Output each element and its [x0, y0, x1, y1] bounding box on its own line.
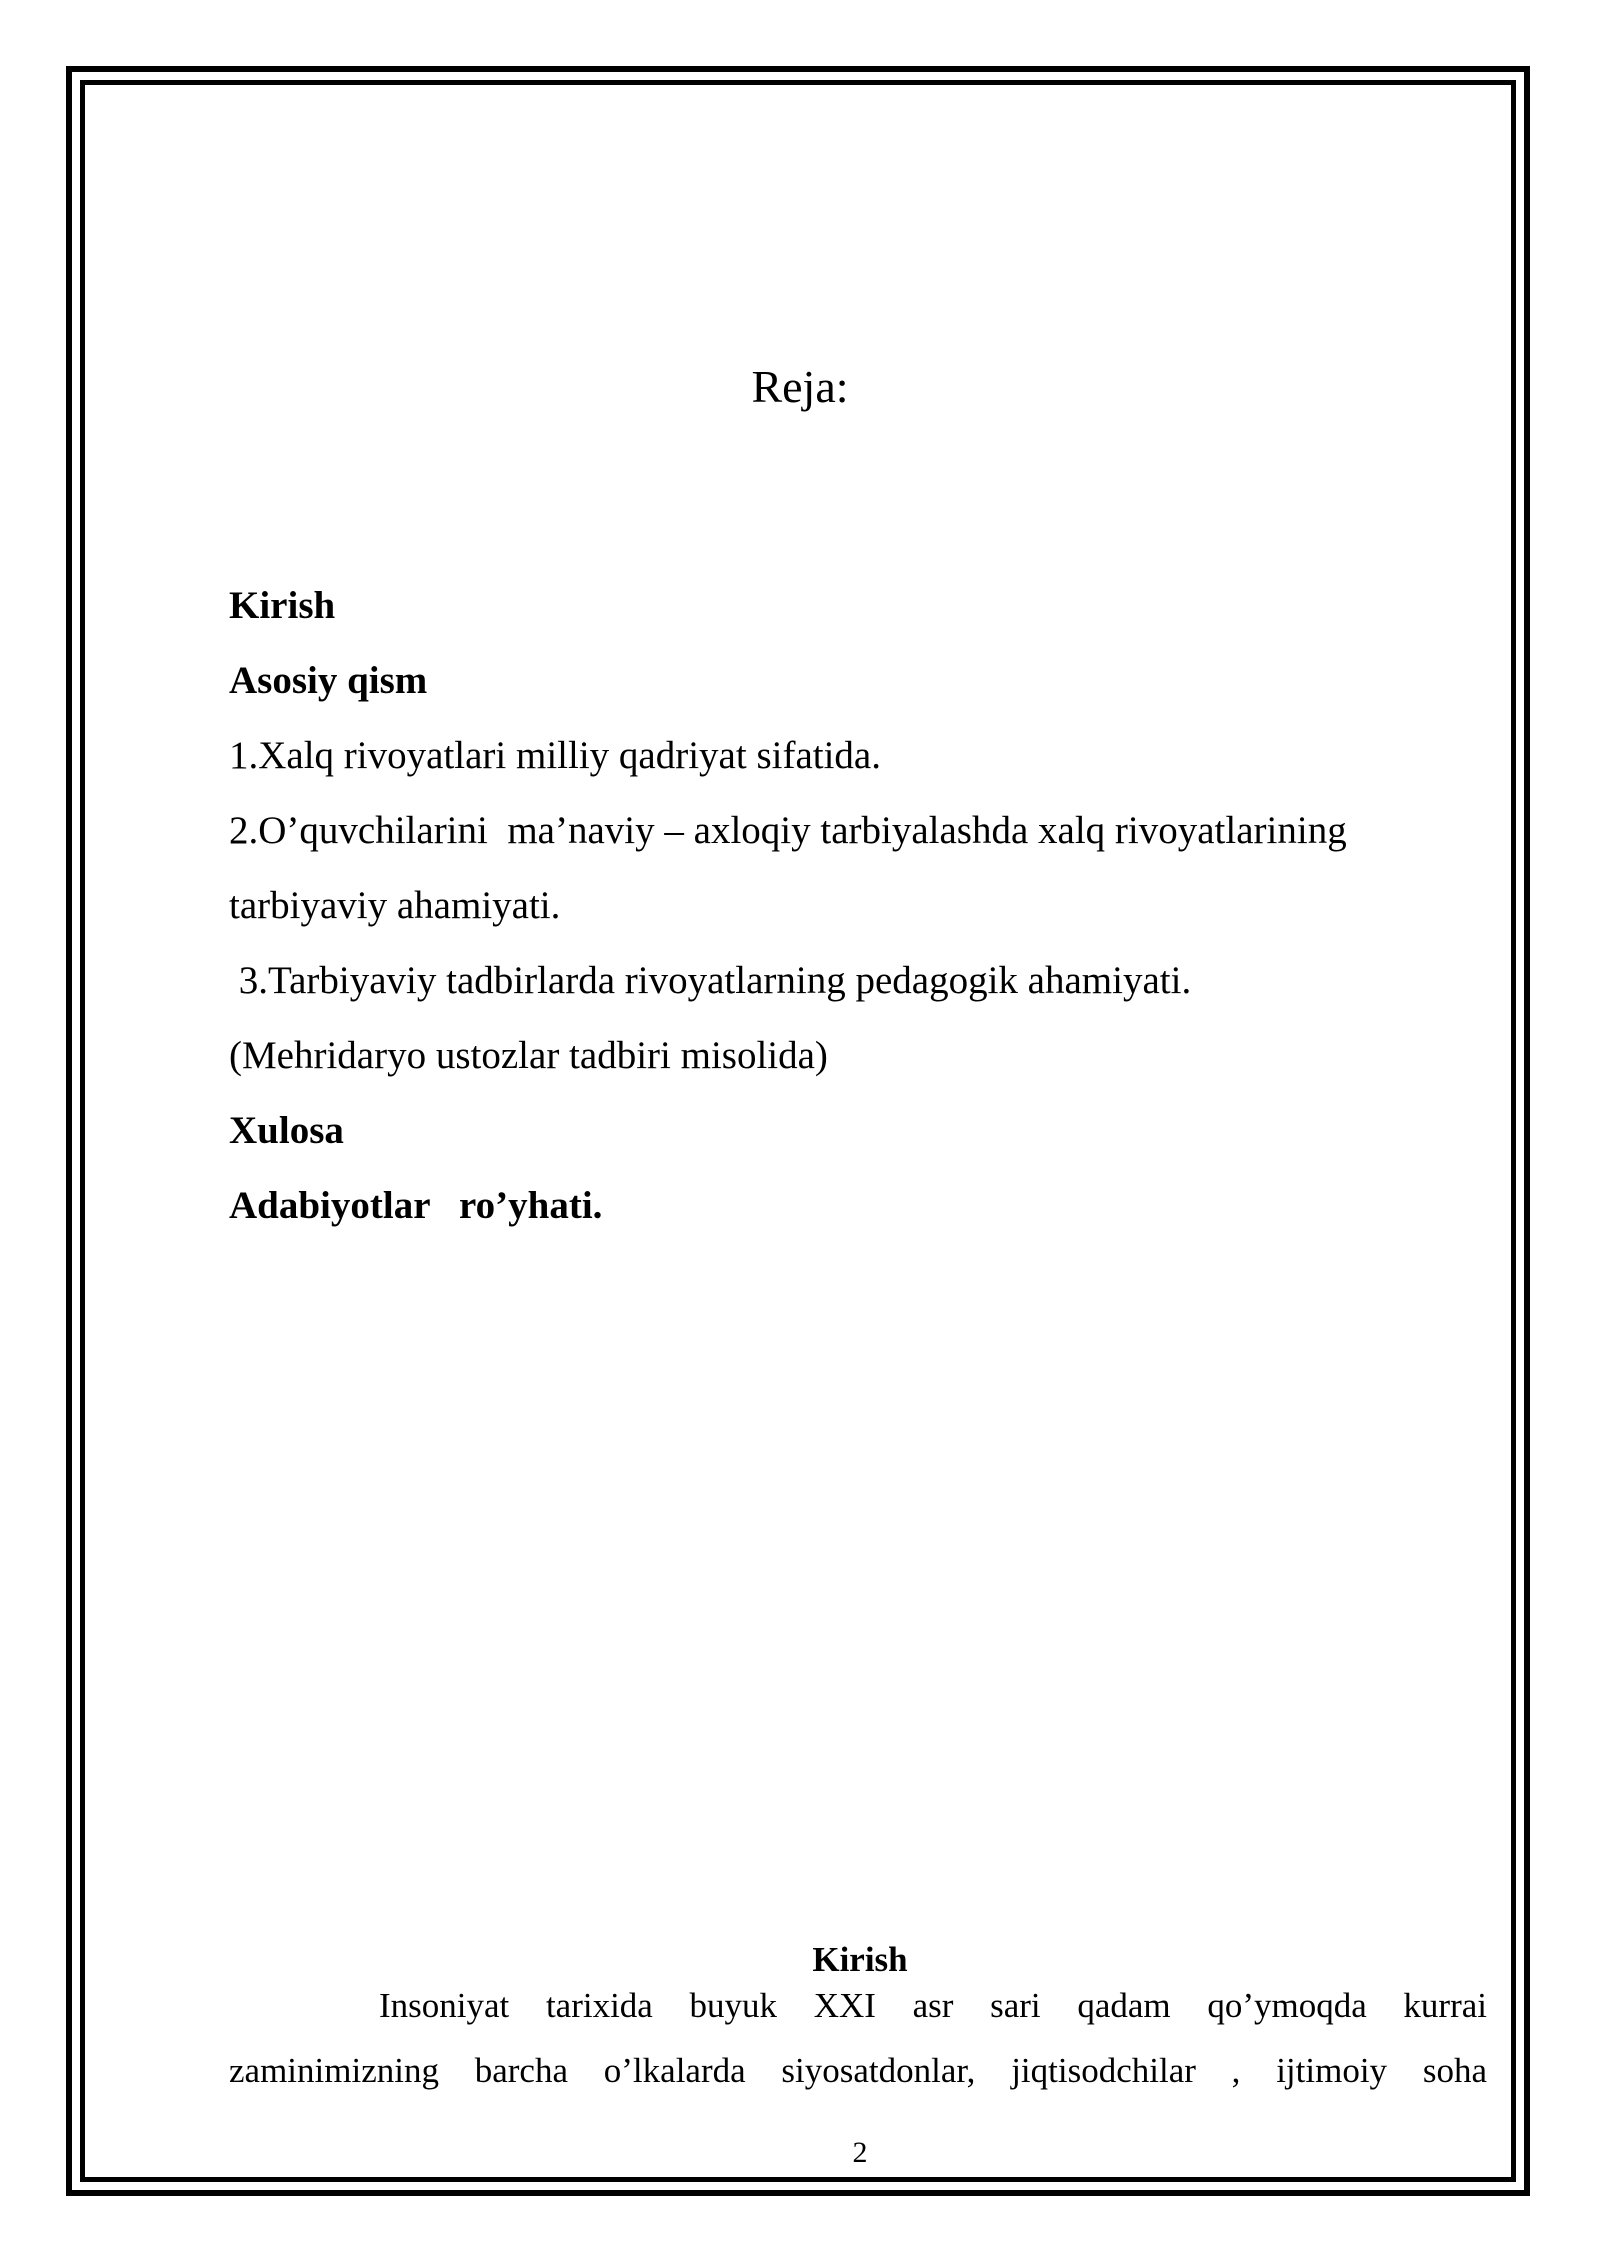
plan-item-xulosa: Xulosa [229, 1109, 344, 1152]
plan-item-3-note: (Mehridaryo ustozlar tadbiri misolida) [229, 1034, 828, 1077]
plan-item-1: 1.Xalq rivoyatlari milliy qadriyat sifatida. [229, 734, 881, 777]
plan-item-asosiy-qism: Asosiy qism [229, 659, 428, 702]
page-number: 2 [852, 2136, 868, 2169]
plan-list [229, 568, 1489, 1243]
paragraph-line: zaminimizning barcha o’lkalarda siyosatdonlar, jiqtisodchilar , ijtimoiy soha [229, 2051, 1487, 2090]
plan-item-adabiyotlar: Adabiyotlar ro’yhati. [229, 1184, 603, 1227]
section-heading: Kirish [812, 1940, 908, 1979]
plan-item-3: 3.Tarbiyaviy tadbirlarda rivoyatlarning pedagogik ahamiyati. [229, 959, 1192, 1002]
plan-item-2-continued: tarbiyaviy ahamiyati. [229, 884, 561, 927]
plan-item-kirish: Kirish [229, 584, 336, 627]
page-title: Reja: [751, 361, 849, 412]
plan-item-2: 2.O’quvchilarini ma’naviy – axloqiy tarbiyalashda xalq rivoyatlarining [229, 809, 1347, 852]
paragraph-line: Insoniyat tarixida buyuk XXI asr sari qadam qo’ymoqda kurrai [379, 1986, 1487, 2025]
